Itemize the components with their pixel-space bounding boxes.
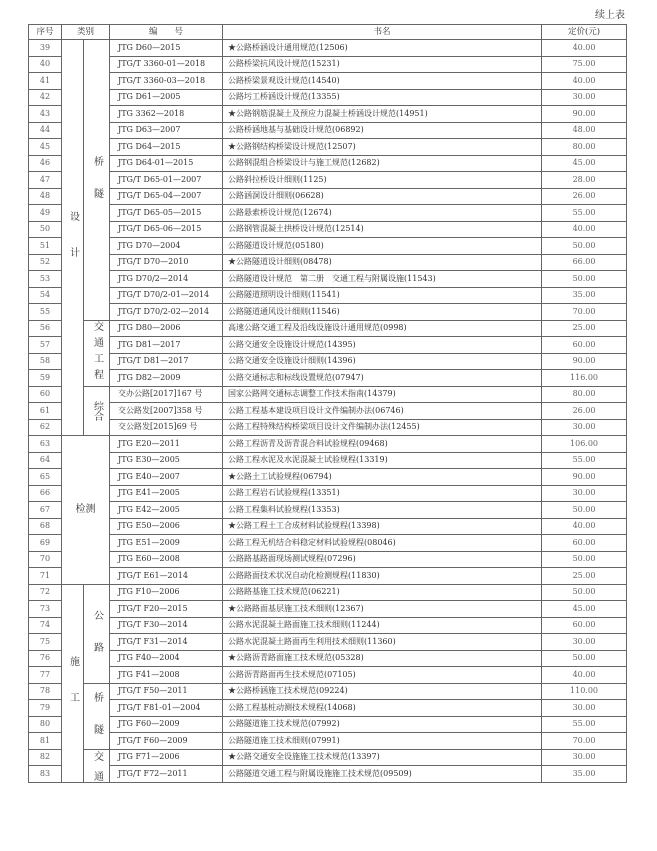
table-row bbox=[29, 733, 627, 750]
row-price: 30.00 bbox=[542, 700, 627, 717]
row-seq: 45 bbox=[29, 139, 62, 156]
header-price: 定价(元) bbox=[542, 25, 627, 40]
table-header-row bbox=[29, 25, 627, 40]
subcategory-cell: 交通工程 bbox=[84, 320, 110, 386]
row-title: 公路路面技术状况自动化检测规程(11830) bbox=[223, 568, 542, 585]
row-price: 25.00 bbox=[542, 320, 627, 337]
row-price: 26.00 bbox=[542, 188, 627, 205]
row-code: JTG/T F30—2014 bbox=[110, 617, 223, 634]
table-row bbox=[29, 304, 627, 321]
row-seq: 82 bbox=[29, 749, 62, 766]
row-price: 50.00 bbox=[542, 551, 627, 568]
row-title: 公路水泥混凝土路面施工技术细则(11244) bbox=[223, 617, 542, 634]
table-row bbox=[29, 122, 627, 139]
row-seq: 53 bbox=[29, 271, 62, 288]
table-row bbox=[29, 766, 627, 783]
row-code: JTG/T F50—2011 bbox=[110, 683, 223, 700]
row-seq: 57 bbox=[29, 337, 62, 354]
row-price: 55.00 bbox=[542, 716, 627, 733]
row-seq: 78 bbox=[29, 683, 62, 700]
row-title: 公路悬索桥设计规范(12674) bbox=[223, 205, 542, 222]
row-price: 28.00 bbox=[542, 172, 627, 189]
row-price: 30.00 bbox=[542, 749, 627, 766]
row-title: 公路桥梁景观设计规范(14540) bbox=[223, 73, 542, 90]
row-seq: 69 bbox=[29, 535, 62, 552]
row-code: JTG F10—2006 bbox=[110, 584, 223, 601]
row-price: 116.00 bbox=[542, 370, 627, 387]
row-seq: 76 bbox=[29, 650, 62, 667]
row-price: 75.00 bbox=[542, 56, 627, 73]
table-row bbox=[29, 452, 627, 469]
table-row bbox=[29, 568, 627, 585]
row-price: 40.00 bbox=[542, 667, 627, 684]
row-seq: 62 bbox=[29, 419, 62, 436]
row-price: 80.00 bbox=[542, 386, 627, 403]
row-price: 90.00 bbox=[542, 106, 627, 123]
header-category: 类别 bbox=[62, 25, 110, 40]
row-price: 106.00 bbox=[542, 436, 627, 453]
row-title: 公路斜拉桥设计细则(1125) bbox=[223, 172, 542, 189]
table-row bbox=[29, 634, 627, 651]
row-code: JTG D70/2—2014 bbox=[110, 271, 223, 288]
row-price: 30.00 bbox=[542, 485, 627, 502]
row-code: JTG/T D65-05—2015 bbox=[110, 205, 223, 222]
row-seq: 47 bbox=[29, 172, 62, 189]
row-price: 66.00 bbox=[542, 254, 627, 271]
table-row bbox=[29, 617, 627, 634]
row-seq: 72 bbox=[29, 584, 62, 601]
row-code: JTG/T D65-06—2015 bbox=[110, 221, 223, 238]
row-title: 公路水泥混凝土路面再生利用技术细则(11360) bbox=[223, 634, 542, 651]
table-row bbox=[29, 73, 627, 90]
row-price: 40.00 bbox=[542, 73, 627, 90]
row-code: JTG F41—2008 bbox=[110, 667, 223, 684]
row-title: 公路工程集料试验规程(13353) bbox=[223, 502, 542, 519]
row-price: 50.00 bbox=[542, 584, 627, 601]
row-price: 30.00 bbox=[542, 419, 627, 436]
row-title: 公路交通标志和标线设置规范(07947) bbox=[223, 370, 542, 387]
row-title: 公路交通安全设施设计规范(14395) bbox=[223, 337, 542, 354]
row-price: 45.00 bbox=[542, 155, 627, 172]
table-row bbox=[29, 469, 627, 486]
row-code: 交公路发[2015]69 号 bbox=[110, 419, 223, 436]
row-title: 公路隧道施工技术规范(07992) bbox=[223, 716, 542, 733]
table-row bbox=[29, 683, 627, 700]
row-seq: 73 bbox=[29, 601, 62, 618]
row-code: JTG E50—2006 bbox=[110, 518, 223, 535]
row-title: ★公路桥涵设计通用规范(12506) bbox=[223, 40, 542, 57]
row-seq: 74 bbox=[29, 617, 62, 634]
row-code: JTG/T D81—2017 bbox=[110, 353, 223, 370]
row-price: 50.00 bbox=[542, 238, 627, 255]
table-row bbox=[29, 89, 627, 106]
row-title: ★公路沥青路面施工技术规范(05328) bbox=[223, 650, 542, 667]
category-cell: 施 工 bbox=[62, 584, 84, 782]
row-seq: 79 bbox=[29, 700, 62, 717]
row-code: JTG E51—2009 bbox=[110, 535, 223, 552]
table-row bbox=[29, 221, 627, 238]
table-row bbox=[29, 205, 627, 222]
row-seq: 42 bbox=[29, 89, 62, 106]
row-price: 60.00 bbox=[542, 535, 627, 552]
row-code: JTG D61—2005 bbox=[110, 89, 223, 106]
row-seq: 64 bbox=[29, 452, 62, 469]
table-row bbox=[29, 370, 627, 387]
row-title: ★公路路面基层施工技术细则(12367) bbox=[223, 601, 542, 618]
row-price: 90.00 bbox=[542, 469, 627, 486]
row-title: ★公路交通安全设施施工技术规范(13397) bbox=[223, 749, 542, 766]
row-code: JTG D80—2006 bbox=[110, 320, 223, 337]
table-row bbox=[29, 320, 627, 337]
table-row bbox=[29, 337, 627, 354]
subcategory-cell: 交 通 bbox=[84, 749, 110, 782]
row-seq: 65 bbox=[29, 469, 62, 486]
row-price: 40.00 bbox=[542, 518, 627, 535]
row-code: JTG D63—2007 bbox=[110, 122, 223, 139]
row-title: 公路沥青路面再生技术规范(07105) bbox=[223, 667, 542, 684]
subcategory-cell: 公 路 bbox=[84, 584, 110, 683]
row-seq: 46 bbox=[29, 155, 62, 172]
row-title: ★公路钢筋混凝土及预应力混凝土桥涵设计规范(14951) bbox=[223, 106, 542, 123]
row-title: 公路工程岩石试验规程(13351) bbox=[223, 485, 542, 502]
row-seq: 49 bbox=[29, 205, 62, 222]
row-code: JTG/T D70/2-02—2014 bbox=[110, 304, 223, 321]
row-price: 30.00 bbox=[542, 89, 627, 106]
row-price: 35.00 bbox=[542, 287, 627, 304]
table-row bbox=[29, 584, 627, 601]
row-seq: 77 bbox=[29, 667, 62, 684]
row-seq: 71 bbox=[29, 568, 62, 585]
row-seq: 48 bbox=[29, 188, 62, 205]
row-title: 公路工程沥青及沥青混合料试验规程(09468) bbox=[223, 436, 542, 453]
row-seq: 61 bbox=[29, 403, 62, 420]
row-price: 60.00 bbox=[542, 617, 627, 634]
row-seq: 43 bbox=[29, 106, 62, 123]
table-row bbox=[29, 601, 627, 618]
row-code: JTG/T D65-01—2007 bbox=[110, 172, 223, 189]
row-code: JTG E60—2008 bbox=[110, 551, 223, 568]
row-title: 公路交通安全设施设计细则(14396) bbox=[223, 353, 542, 370]
row-title: ★公路桥涵施工技术规范(09224) bbox=[223, 683, 542, 700]
row-title: 公路隧道照明设计细则(11541) bbox=[223, 287, 542, 304]
row-title: ★公路钢结构桥梁设计规范(12507) bbox=[223, 139, 542, 156]
row-title: ★公路工程土工合成材料试验规程(13398) bbox=[223, 518, 542, 535]
row-seq: 54 bbox=[29, 287, 62, 304]
row-price: 55.00 bbox=[542, 452, 627, 469]
row-title: 公路隧道施工技术细则(07991) bbox=[223, 733, 542, 750]
row-code: JTG D82—2009 bbox=[110, 370, 223, 387]
row-seq: 70 bbox=[29, 551, 62, 568]
category-cell: 检测 bbox=[62, 436, 110, 585]
row-title: 公路工程无机结合料稳定材料试验规程(08046) bbox=[223, 535, 542, 552]
table-row bbox=[29, 254, 627, 271]
row-code: JTG E42—2005 bbox=[110, 502, 223, 519]
table-row bbox=[29, 667, 627, 684]
table-row bbox=[29, 40, 627, 57]
row-seq: 60 bbox=[29, 386, 62, 403]
table-row bbox=[29, 551, 627, 568]
row-seq: 83 bbox=[29, 766, 62, 783]
row-title: 公路工程基桩动测技术规程(14068) bbox=[223, 700, 542, 717]
row-price: 70.00 bbox=[542, 304, 627, 321]
row-code: JTG E40—2007 bbox=[110, 469, 223, 486]
table-row bbox=[29, 386, 627, 403]
table-row bbox=[29, 188, 627, 205]
row-code: JTG F71—2006 bbox=[110, 749, 223, 766]
row-code: JTG D64—2015 bbox=[110, 139, 223, 156]
row-seq: 58 bbox=[29, 353, 62, 370]
table-row bbox=[29, 650, 627, 667]
row-code: JTG E20—2011 bbox=[110, 436, 223, 453]
standards-catalog-table bbox=[28, 24, 627, 783]
row-title: 公路路基路面现场测试规程(07296) bbox=[223, 551, 542, 568]
row-price: 30.00 bbox=[542, 634, 627, 651]
row-seq: 67 bbox=[29, 502, 62, 519]
row-seq: 40 bbox=[29, 56, 62, 73]
row-code: JTG/T F20—2015 bbox=[110, 601, 223, 618]
table-row bbox=[29, 353, 627, 370]
subcategory-cell: 桥 隧 bbox=[84, 683, 110, 749]
table-row bbox=[29, 485, 627, 502]
row-seq: 56 bbox=[29, 320, 62, 337]
table-row bbox=[29, 139, 627, 156]
subcategory-cell: 综合 bbox=[84, 386, 110, 436]
row-title: 高速公路交通工程及沿线设施设计通用规范(0998) bbox=[223, 320, 542, 337]
row-code: 交公路发[2007]358 号 bbox=[110, 403, 223, 420]
row-code: JTG E30—2005 bbox=[110, 452, 223, 469]
row-price: 50.00 bbox=[542, 271, 627, 288]
continued-label: 续上表 bbox=[595, 10, 625, 21]
row-code: JTG/T F72—2011 bbox=[110, 766, 223, 783]
row-price: 40.00 bbox=[542, 221, 627, 238]
row-title: 公路桥涵地基与基础设计规范(06892) bbox=[223, 122, 542, 139]
row-seq: 63 bbox=[29, 436, 62, 453]
row-title: 公路涵洞设计细则(06628) bbox=[223, 188, 542, 205]
row-code: JTG 3362—2018 bbox=[110, 106, 223, 123]
row-title: 公路隧道设计规范 第二册 交通工程与附属设施(11543) bbox=[223, 271, 542, 288]
row-code: JTG/T D70/2-01—2014 bbox=[110, 287, 223, 304]
row-price: 25.00 bbox=[542, 568, 627, 585]
row-code: JTG F40—2004 bbox=[110, 650, 223, 667]
table-row bbox=[29, 172, 627, 189]
row-code: JTG E41—2005 bbox=[110, 485, 223, 502]
row-title: 公路隧道交通工程与附属设施施工技术规范(09509) bbox=[223, 766, 542, 783]
table-row bbox=[29, 518, 627, 535]
row-code: JTG D70—2004 bbox=[110, 238, 223, 255]
row-code: JTG/T D65-04—2007 bbox=[110, 188, 223, 205]
row-title: 公路路基施工技术规范(06221) bbox=[223, 584, 542, 601]
row-code: JTG/T F31—2014 bbox=[110, 634, 223, 651]
row-seq: 55 bbox=[29, 304, 62, 321]
row-code: JTG/T 3360-03—2018 bbox=[110, 73, 223, 90]
row-title: 公路工程特殊结构桥梁项目设计文件编制办法(12455) bbox=[223, 419, 542, 436]
row-seq: 59 bbox=[29, 370, 62, 387]
row-seq: 51 bbox=[29, 238, 62, 255]
row-price: 110.00 bbox=[542, 683, 627, 700]
table-row bbox=[29, 419, 627, 436]
subcategory-cell: 桥 隧 bbox=[84, 40, 110, 321]
row-code: JTG/T F60—2009 bbox=[110, 733, 223, 750]
row-seq: 80 bbox=[29, 716, 62, 733]
category-cell: 设 计 bbox=[62, 40, 84, 436]
row-code: JTG/T F81-01—2004 bbox=[110, 700, 223, 717]
table-row bbox=[29, 155, 627, 172]
row-price: 48.00 bbox=[542, 122, 627, 139]
row-price: 40.00 bbox=[542, 40, 627, 57]
table-row bbox=[29, 271, 627, 288]
table-row bbox=[29, 535, 627, 552]
row-price: 80.00 bbox=[542, 139, 627, 156]
row-code: JTG F60—2009 bbox=[110, 716, 223, 733]
row-price: 35.00 bbox=[542, 766, 627, 783]
row-seq: 50 bbox=[29, 221, 62, 238]
table-row bbox=[29, 502, 627, 519]
row-code: JTG/T E61—2014 bbox=[110, 568, 223, 585]
row-price: 45.00 bbox=[542, 601, 627, 618]
table-row bbox=[29, 56, 627, 73]
row-title: ★公路土工试验规程(06794) bbox=[223, 469, 542, 486]
row-seq: 81 bbox=[29, 733, 62, 750]
table-row bbox=[29, 287, 627, 304]
row-title: 公路隧道设计规范(05180) bbox=[223, 238, 542, 255]
row-price: 26.00 bbox=[542, 403, 627, 420]
row-seq: 68 bbox=[29, 518, 62, 535]
row-seq: 44 bbox=[29, 122, 62, 139]
row-title: 公路桥梁抗风设计规范(15231) bbox=[223, 56, 542, 73]
row-code: JTG/T D70—2010 bbox=[110, 254, 223, 271]
row-seq: 52 bbox=[29, 254, 62, 271]
table-row bbox=[29, 436, 627, 453]
row-price: 50.00 bbox=[542, 650, 627, 667]
row-code: JTG/T 3360-01—2018 bbox=[110, 56, 223, 73]
table-row bbox=[29, 106, 627, 123]
row-price: 50.00 bbox=[542, 502, 627, 519]
row-title: 公路钢管混凝土拱桥设计规范(12514) bbox=[223, 221, 542, 238]
table-row bbox=[29, 403, 627, 420]
table-row bbox=[29, 749, 627, 766]
row-seq: 39 bbox=[29, 40, 62, 57]
row-code: JTG D81—2017 bbox=[110, 337, 223, 354]
row-code: JTG D60—2015 bbox=[110, 40, 223, 57]
row-price: 60.00 bbox=[542, 337, 627, 354]
header-seq: 序号 bbox=[29, 25, 62, 40]
row-title: 公路钢混组合桥梁设计与施工规范(12682) bbox=[223, 155, 542, 172]
row-title: 公路圬工桥涵设计规范(13355) bbox=[223, 89, 542, 106]
table-row bbox=[29, 716, 627, 733]
row-code: 交办公路[2017]167 号 bbox=[110, 386, 223, 403]
row-title: ★公路隧道设计细则(08478) bbox=[223, 254, 542, 271]
table-row bbox=[29, 238, 627, 255]
row-seq: 75 bbox=[29, 634, 62, 651]
row-seq: 41 bbox=[29, 73, 62, 90]
row-seq: 66 bbox=[29, 485, 62, 502]
header-code: 编 号 bbox=[110, 25, 223, 40]
row-price: 90.00 bbox=[542, 353, 627, 370]
row-title: 国家公路网交通标志调整工作技术指南(14379) bbox=[223, 386, 542, 403]
row-code: JTG D64-01—2015 bbox=[110, 155, 223, 172]
row-title: 公路工程水泥及水泥混凝土试验规程(13319) bbox=[223, 452, 542, 469]
row-title: 公路工程基本建设项目设计文件编制办法(06746) bbox=[223, 403, 542, 420]
table-row bbox=[29, 700, 627, 717]
row-price: 70.00 bbox=[542, 733, 627, 750]
row-title: 公路隧道通风设计细则(11546) bbox=[223, 304, 542, 321]
row-price: 55.00 bbox=[542, 205, 627, 222]
header-title: 书名 bbox=[223, 25, 542, 40]
